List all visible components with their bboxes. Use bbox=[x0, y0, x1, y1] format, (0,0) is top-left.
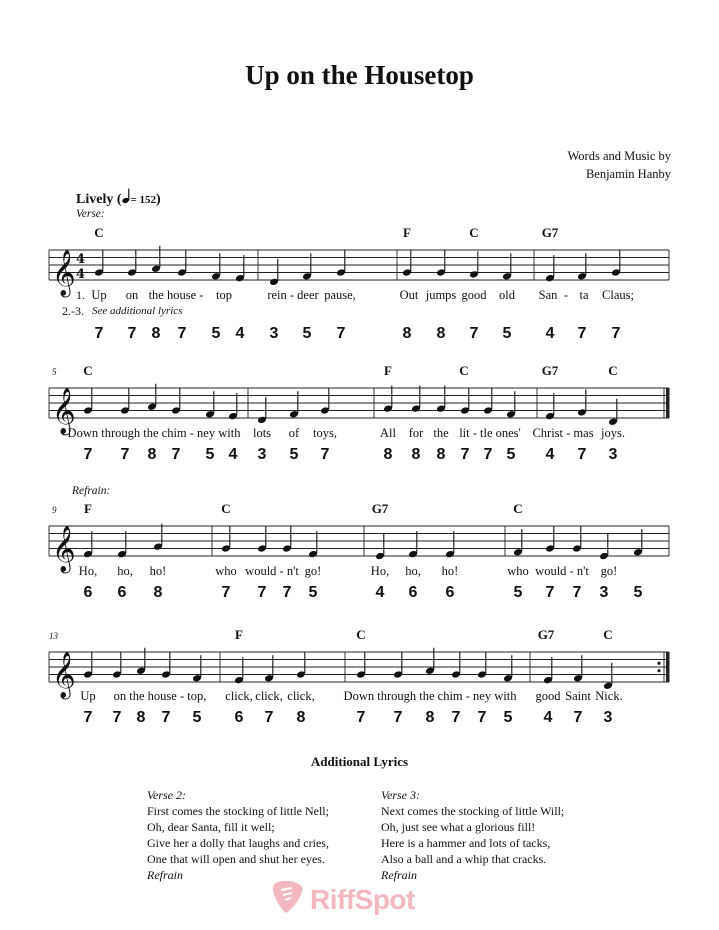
lyric-line: Oh, just see what a glorious fill! bbox=[381, 820, 536, 834]
measure-number: 5 bbox=[52, 367, 57, 377]
note-number: 7 bbox=[221, 584, 231, 601]
treble-clef-icon: 𝄞 bbox=[52, 526, 76, 572]
chord-symbol: G7 bbox=[541, 225, 559, 240]
note-number: 8 bbox=[153, 584, 163, 601]
note-number: 5 bbox=[205, 446, 215, 463]
note-number: 5 bbox=[211, 325, 221, 342]
lyric: good bbox=[535, 689, 561, 703]
note-number: 5 bbox=[289, 446, 299, 463]
note-number: 5 bbox=[633, 584, 643, 601]
note-number: 5 bbox=[513, 584, 523, 601]
lyric: the bbox=[433, 426, 449, 440]
chord-symbol: C bbox=[469, 225, 479, 240]
see-additional-lyrics: See additional lyrics bbox=[92, 305, 183, 317]
refrain-label: Refrain bbox=[147, 868, 183, 882]
note-number: 8 bbox=[411, 446, 421, 463]
note-number: 5 bbox=[502, 325, 512, 342]
note-number: 7 bbox=[477, 709, 487, 726]
lyric: click, bbox=[287, 689, 315, 703]
lyric: old bbox=[499, 288, 515, 302]
credit-line-2: Benjamin Hanby bbox=[585, 167, 671, 181]
lyric: ho! bbox=[441, 564, 459, 578]
note-number: 7 bbox=[264, 709, 274, 726]
note-number: 3 bbox=[599, 584, 609, 601]
lyric: Down through the chim - ney with bbox=[67, 426, 241, 440]
note-number: 3 bbox=[269, 325, 279, 342]
lyric: on bbox=[125, 288, 139, 302]
lyric: for bbox=[408, 426, 424, 440]
logo-text: RiffSpot bbox=[310, 883, 415, 915]
chord-symbol: F bbox=[84, 501, 92, 516]
note-number: 7 bbox=[572, 584, 582, 601]
note-number: 7 bbox=[127, 325, 137, 342]
note-number: 5 bbox=[503, 709, 513, 726]
verse-2-block bbox=[147, 787, 329, 883]
lyric: Down through the chim - ney with bbox=[343, 689, 517, 703]
lyric: click, bbox=[225, 689, 253, 703]
treble-clef-icon: 𝄞 bbox=[52, 652, 76, 698]
note-number: 7 bbox=[469, 325, 479, 342]
note-number: 6 bbox=[408, 584, 418, 601]
lyric: Ho, bbox=[78, 564, 98, 578]
note-number: 5 bbox=[302, 325, 312, 342]
lyric: the house - bbox=[148, 288, 204, 302]
tempo-text: Lively bbox=[76, 192, 114, 207]
tempo-marking: Lively ( = 152) bbox=[76, 187, 161, 208]
note-number: 7 bbox=[611, 325, 621, 342]
note-number: 3 bbox=[603, 709, 613, 726]
lyric: jumps bbox=[425, 288, 457, 302]
note-number: 7 bbox=[171, 446, 181, 463]
note-number: 4 bbox=[235, 325, 245, 342]
lyric: rein - deer bbox=[267, 288, 319, 302]
lyric: who bbox=[215, 564, 237, 578]
note-number: 7 bbox=[577, 446, 587, 463]
final-barline bbox=[666, 388, 670, 418]
note-number: 6 bbox=[83, 584, 93, 601]
note-number: 8 bbox=[296, 709, 306, 726]
refrain-label: Refrain: bbox=[72, 485, 111, 497]
chord-symbol: C bbox=[356, 627, 366, 642]
repeat-dot bbox=[657, 662, 660, 665]
chord-symbol: C bbox=[221, 501, 231, 516]
note-number: 5 bbox=[308, 584, 318, 601]
chord-symbol: C bbox=[608, 363, 618, 378]
lyric: would - n't bbox=[535, 564, 589, 578]
time-signature: 4 bbox=[76, 267, 86, 282]
note-number: 8 bbox=[436, 446, 446, 463]
chord-symbol: C bbox=[603, 627, 613, 642]
lyric: of bbox=[288, 426, 300, 440]
note-number: 5 bbox=[506, 446, 516, 463]
verse-number: 1. bbox=[76, 288, 85, 302]
chord-symbol: C bbox=[94, 225, 104, 240]
time-signature: 4 bbox=[76, 252, 86, 267]
note-number: 8 bbox=[425, 709, 435, 726]
note-number: 7 bbox=[451, 709, 461, 726]
lyric: All bbox=[380, 426, 396, 440]
note-number: 7 bbox=[120, 446, 130, 463]
note-number: 7 bbox=[483, 446, 493, 463]
chord-symbol: F bbox=[403, 225, 411, 240]
chord-symbol: F bbox=[235, 627, 243, 642]
verse-number: 2.-3. bbox=[62, 304, 84, 318]
note-number: 3 bbox=[257, 446, 267, 463]
lyric: good bbox=[461, 288, 487, 302]
lyric-line: Next comes the stocking of little Will; bbox=[381, 804, 565, 818]
note-number: 4 bbox=[545, 446, 555, 463]
tempo-bpm: = 152 bbox=[130, 194, 157, 206]
lyric: Claus; bbox=[602, 288, 634, 302]
note-number: 7 bbox=[393, 709, 403, 726]
note-number: 8 bbox=[136, 709, 146, 726]
lyric-line: Give her a dolly that laughs and cries, bbox=[147, 836, 329, 850]
note-number: 8 bbox=[436, 325, 446, 342]
lyric: ho, bbox=[117, 564, 133, 578]
note-number: 8 bbox=[147, 446, 157, 463]
lyric: Nick. bbox=[595, 689, 623, 703]
refrain-label: Refrain bbox=[381, 868, 417, 882]
final-barline bbox=[666, 652, 670, 682]
lyric: lit - tle ones' bbox=[459, 426, 521, 440]
lyric: San bbox=[538, 288, 558, 302]
guitar-pick-icon bbox=[272, 880, 304, 919]
note-number: 8 bbox=[151, 325, 161, 342]
lyric: ta bbox=[579, 288, 589, 302]
lyric: go! bbox=[304, 564, 322, 578]
lyric: top bbox=[216, 288, 232, 302]
verse-label: Verse 2: bbox=[147, 788, 186, 802]
treble-clef-icon: 𝄞 bbox=[52, 250, 76, 296]
lyric-line: Oh, dear Santa, fill it well; bbox=[147, 820, 275, 834]
note-number: 7 bbox=[336, 325, 346, 342]
lyric: lots bbox=[252, 426, 272, 440]
chord-symbol: G7 bbox=[537, 627, 555, 642]
verse-label: Verse 3: bbox=[381, 788, 420, 802]
note-number: 7 bbox=[577, 325, 587, 342]
chord-symbol: G7 bbox=[371, 501, 389, 516]
note-number: 7 bbox=[545, 584, 555, 601]
lyric: Saint bbox=[565, 689, 591, 703]
note-number: 4 bbox=[545, 325, 555, 342]
lyric: - bbox=[563, 288, 569, 302]
chord-symbol: F bbox=[384, 363, 392, 378]
lyric: toys, bbox=[313, 426, 337, 440]
treble-clef-icon: 𝄞 bbox=[52, 388, 76, 434]
note-number: 7 bbox=[320, 446, 330, 463]
lyric: Up bbox=[80, 689, 96, 703]
verse-label: Verse: bbox=[76, 208, 105, 220]
note-number: 7 bbox=[257, 584, 267, 601]
note-number: 6 bbox=[445, 584, 455, 601]
note-number: 3 bbox=[608, 446, 618, 463]
credit-line-1: Words and Music by bbox=[567, 149, 671, 163]
note-number: 7 bbox=[282, 584, 292, 601]
lyric: ho! bbox=[149, 564, 167, 578]
note-number: 7 bbox=[356, 709, 366, 726]
chord-symbol: G7 bbox=[541, 363, 559, 378]
riffspot-logo[interactable] bbox=[272, 880, 415, 919]
chord-symbol: C bbox=[513, 501, 523, 516]
lyric-line: Also a ball and a whip that cracks. bbox=[381, 852, 547, 866]
lyric: pause, bbox=[324, 288, 356, 302]
note-number: 5 bbox=[192, 709, 202, 726]
chord-symbol: C bbox=[459, 363, 469, 378]
lyric-line: First comes the stocking of little Nell; bbox=[147, 804, 329, 818]
song-title: Up on the Housetop bbox=[245, 60, 474, 90]
note-number: 7 bbox=[83, 446, 93, 463]
lyric: on the house - top, bbox=[113, 689, 207, 703]
measure-number: 13 bbox=[49, 631, 58, 641]
lyric: ho, bbox=[405, 564, 421, 578]
note-number: 7 bbox=[161, 709, 171, 726]
lyric: joys. bbox=[601, 426, 625, 440]
note-number: 7 bbox=[573, 709, 583, 726]
note-number: 6 bbox=[117, 584, 127, 601]
repeat-dot bbox=[657, 669, 660, 672]
note-number: 6 bbox=[234, 709, 244, 726]
note-number: 4 bbox=[375, 584, 385, 601]
lyric: who bbox=[507, 564, 529, 578]
note-number: 4 bbox=[543, 709, 553, 726]
note-number: 7 bbox=[177, 325, 187, 342]
verse-3-block bbox=[381, 787, 564, 883]
lyric: Christ - mas bbox=[532, 426, 594, 440]
note-number: 4 bbox=[228, 446, 238, 463]
additional-lyrics-heading: Additional Lyrics bbox=[310, 754, 409, 769]
lyric-line: Here is a hammer and lots of tacks, bbox=[381, 836, 551, 850]
lyric: click, bbox=[255, 689, 283, 703]
note-number: 7 bbox=[94, 325, 104, 342]
lyric: Ho, bbox=[370, 564, 390, 578]
lyric: Out bbox=[399, 288, 419, 302]
lyric-line: One that will open and shut her eyes. bbox=[147, 852, 325, 866]
note-number: 8 bbox=[383, 446, 393, 463]
lyric: would - n't bbox=[245, 564, 299, 578]
measure-number: 9 bbox=[52, 505, 57, 515]
lyric: go! bbox=[600, 564, 618, 578]
note-number: 8 bbox=[402, 325, 412, 342]
lyric: Up bbox=[91, 288, 107, 302]
chord-symbol: C bbox=[83, 363, 93, 378]
note-number: 7 bbox=[83, 709, 93, 726]
note-number: 7 bbox=[460, 446, 470, 463]
note-number: 7 bbox=[112, 709, 122, 726]
